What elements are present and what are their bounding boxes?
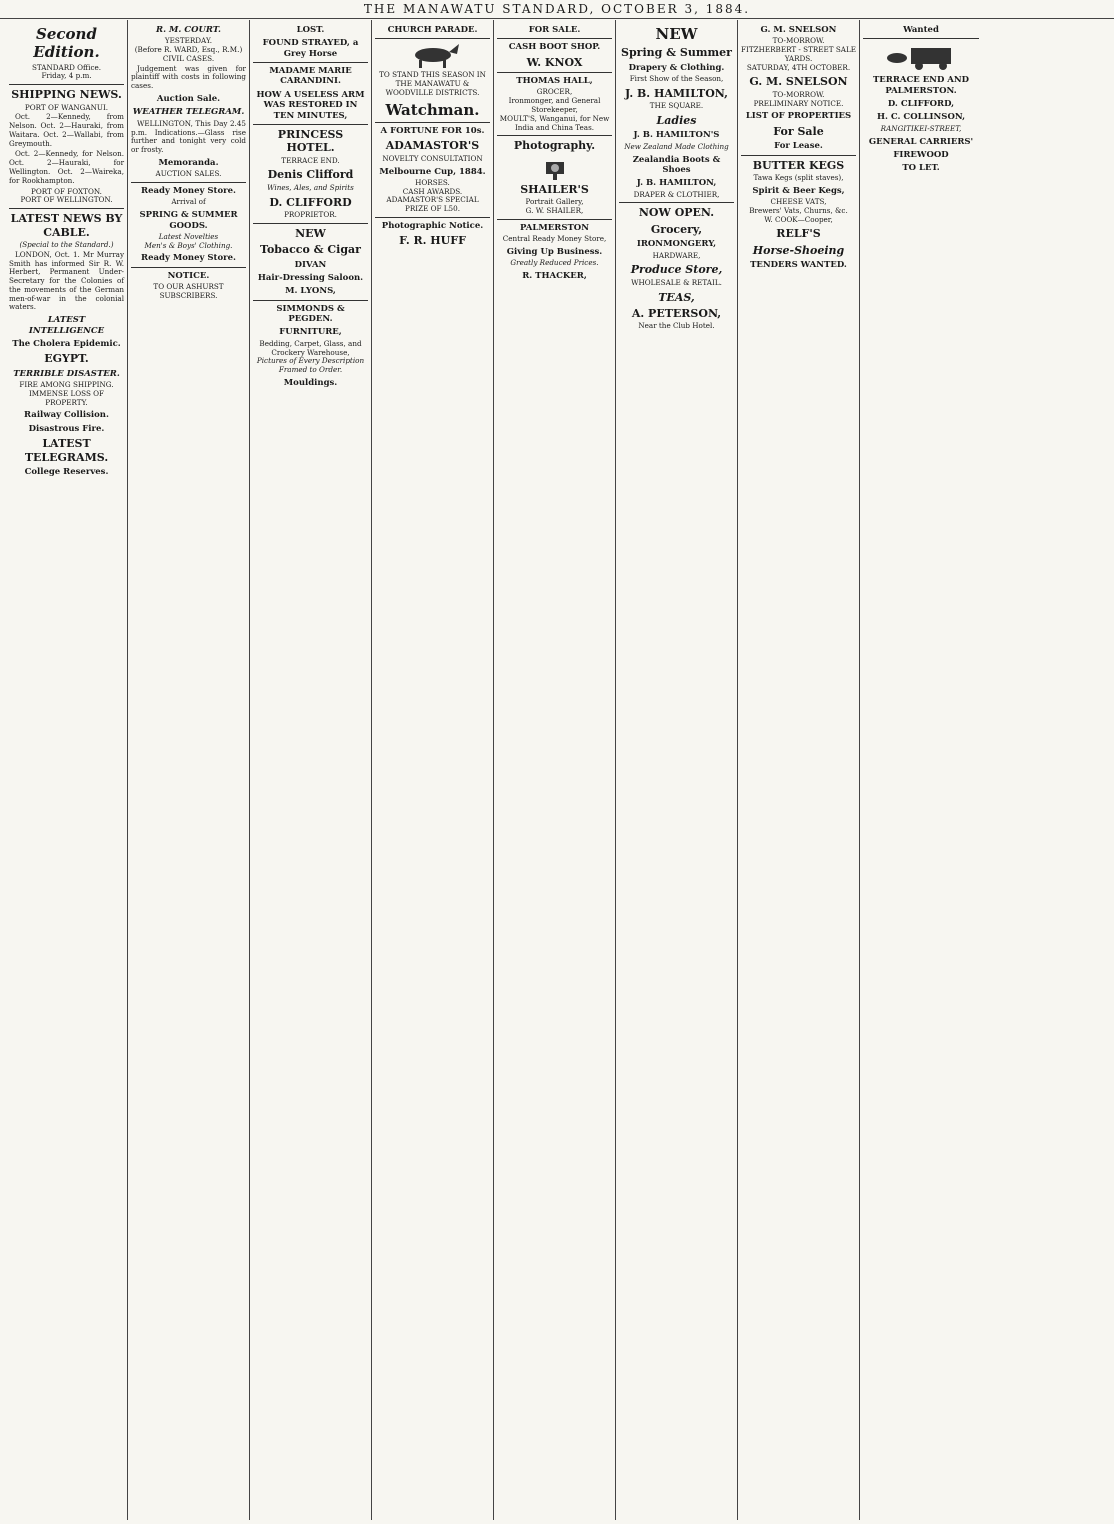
horse-shoeing: Horse-Shoeing	[752, 243, 845, 257]
stand-season: TO STAND THIS SEASON IN THE MANAWATU & WOODVILLE DISTRICTS.	[379, 70, 486, 97]
court-text: Judgement was given for plaintiff with costs in following cases.	[131, 63, 246, 91]
shailer: SHAILER'S	[520, 182, 589, 196]
edition-title: Second Edition.	[33, 25, 100, 62]
masthead: THE MANAWATU STANDARD, OCTOBER 3, 1884.	[0, 0, 1114, 19]
special: (Special to the Standard.)	[19, 239, 114, 249]
jb-hamilton-2: J. B. HAMILTON'S	[633, 130, 720, 141]
fortune: A FORTUNE FOR 10s.	[380, 126, 485, 136]
tenders: TENDERS WANTED.	[750, 260, 847, 271]
new-head: NEW	[655, 25, 698, 43]
before: (Before R. WARD, Esq., R.M.)	[134, 45, 243, 55]
bedding: Bedding, Carpet, Glass, and Crockery Warehouse,	[259, 338, 362, 357]
column-2	[128, 20, 250, 1520]
thomas-hall: THOMAS HALL,	[516, 76, 593, 87]
now-open: NOW OPEN.	[638, 206, 715, 220]
port-wanganui: PORT OF WANGANUI.	[24, 102, 109, 112]
columns	[6, 20, 1108, 1520]
list: LIST OF PROPERTIES	[745, 111, 852, 122]
shailer-2: G. W. SHAILER,	[525, 205, 584, 215]
produce: Produce Store,	[630, 263, 723, 277]
denis-clifford: Denis Clifford	[267, 168, 354, 182]
furniture: FURNITURE,	[279, 327, 342, 338]
camera-icon	[540, 156, 570, 180]
proprietor: PROPRIETOR.	[284, 210, 337, 220]
cheese: CHEESE VATS,	[770, 197, 827, 207]
hair: Hair-Dressing Saloon.	[257, 273, 364, 284]
for-lease: For Lease.	[774, 141, 823, 152]
prelim: PRELIMINARY NOTICE.	[753, 98, 844, 108]
grocer: GROCER,	[536, 87, 573, 97]
spirit: Spirit & Beer Kegs,	[752, 185, 845, 196]
coach-icon	[881, 42, 961, 72]
tomorrow-2: TO-MORROW.	[772, 89, 825, 99]
relf: RELF'S	[776, 227, 821, 241]
tomorrow: TO-MORROW.	[772, 36, 825, 46]
reduced: Greatly Reduced Prices.	[510, 258, 599, 268]
fire-shipping: FIRE AMONG SHIPPING.	[19, 380, 114, 390]
jb-hamilton: J. B. HAMILTON,	[624, 86, 728, 100]
huff: F. R. HUFF	[399, 234, 466, 248]
wholesale: WHOLESALE & RETAIL.	[631, 277, 722, 287]
cook: W. COOK—Cooper,	[764, 214, 833, 224]
thacker: R. THACKER,	[522, 271, 587, 282]
firewood: FIREWOOD	[893, 149, 949, 160]
disastrous-fire: Disastrous Fire.	[28, 423, 105, 434]
disaster: TERRIBLE DISASTER.	[13, 368, 120, 379]
college-reserves: College Reserves.	[24, 466, 109, 477]
wanted: Wanted	[903, 25, 939, 35]
lyons: M. LYONS,	[285, 286, 336, 297]
d-clifford: D. CLIFFORD	[269, 195, 352, 209]
church-parade: CHURCH PARADE.	[387, 25, 478, 35]
arrivals: Oct. 2—Kennedy, from Nelson. Oct. 2—Hauraki, from Waitara. Oct. 2—Wallabi, from Greymouth.	[9, 112, 124, 148]
first-show: First Show of the Season,	[629, 74, 724, 84]
special-prize: ADAMASTOR'S SPECIAL PRIZE OF L50.	[386, 195, 479, 214]
fitzherbert: FITZHERBERT - STREET SALE YARDS.	[741, 45, 856, 63]
novelties: Latest Novelties	[158, 231, 219, 241]
photography: Photography.	[513, 139, 596, 153]
weather-telegram: WEATHER TELEGRAM.	[132, 107, 245, 118]
melbourne-cup: Melbourne Cup, 1884.	[379, 166, 486, 177]
giving-up: Giving Up Business.	[506, 246, 603, 257]
column-6	[616, 20, 738, 1520]
lost: LOST.	[296, 25, 325, 35]
arrival: Arrival of	[171, 197, 206, 207]
notice: NOTICE.	[167, 270, 210, 281]
moult: MOULT'S, Wanganui, for New India and China Teas.	[499, 113, 610, 132]
yesterday: YESTERDAY.	[164, 36, 213, 46]
cable-head: LATEST NEWS BY CABLE.	[10, 212, 123, 239]
to-let: TO LET.	[902, 163, 940, 174]
ladies: Ladies	[656, 114, 697, 128]
found: FOUND STRAYED, a Grey Horse	[262, 38, 359, 59]
column-1	[6, 20, 128, 1520]
time: Friday, 4 p.m.	[41, 71, 92, 81]
central-store: Central Ready Money Store,	[502, 234, 607, 244]
zealandia-boots: Zealandia Boots & Shoes	[632, 154, 721, 175]
cable-text: LONDON, Oct. 1. Mr Murray Smith has informed Sir R. W. Herbert, Permanent Under-Secretary for the Colonies of the movements of the German men-of-war in the colonial waters.	[9, 249, 124, 312]
useless-arm: HOW A USELESS ARM WAS RESTORED IN TEN MINUTES,	[256, 89, 365, 121]
column-7	[738, 20, 860, 1520]
ashurst: TO OUR ASHURST SUBSCRIBERS.	[153, 282, 224, 300]
snelson-head: G. M. SNELSON	[760, 25, 837, 35]
photo-notice: Photographic Notice.	[381, 221, 484, 232]
egypt: EGYPT.	[44, 352, 89, 366]
novelty: NOVELTY CONSULTATION	[382, 153, 483, 163]
square: THE SQUARE.	[649, 101, 704, 111]
saturday: SATURDAY, 4TH OCTOBER.	[746, 62, 851, 72]
wines: Wines, Ales, and Spirits	[267, 182, 354, 192]
peterson: A. PETERSON,	[631, 306, 722, 320]
pictures: Pictures of Every Description Framed to Order.	[256, 356, 365, 375]
brewers: Brewers' Vats, Churns, &c.	[749, 205, 848, 215]
horses: HORSES.	[415, 177, 450, 187]
divan: DIVAN	[294, 259, 327, 270]
spring-summer: Spring & Summer	[621, 46, 732, 60]
tawa: Tawa Kegs (split staves),	[753, 172, 844, 182]
rm-court: R. M. COURT.	[156, 25, 221, 35]
immense-loss: IMMENSE LOSS OF PROPERTY.	[28, 388, 105, 407]
spring-summer: SPRING & SUMMER GOODS.	[139, 210, 238, 231]
column-4	[372, 20, 494, 1520]
butter-kegs: BUTTER KEGS	[752, 158, 845, 172]
memoranda: Memoranda.	[158, 157, 219, 168]
madame: MADAME MARIE CARANDINI.	[269, 66, 352, 87]
adamastor: ADAMASTOR'S	[385, 139, 480, 153]
cleared: Oct. 2—Kennedy, for Nelson. Oct. 2—Hauraki, for Wellington. Oct. 2—Waireka, for Rookhampton.	[9, 149, 124, 185]
ready-money-2: Ready Money Store.	[141, 253, 236, 264]
clothing: Men's & Boys' Clothing.	[144, 240, 233, 250]
column-3	[250, 20, 372, 1520]
column-8	[860, 20, 982, 1520]
column-5	[494, 20, 616, 1520]
carriers: GENERAL CARRIERS'	[868, 136, 974, 147]
portrait-gallery: Portrait Gallery,	[525, 197, 584, 207]
cholera: The Cholera Epidemic.	[12, 338, 121, 349]
cash-awards: CASH AWARDS.	[402, 186, 463, 196]
new: NEW	[295, 226, 326, 240]
for-sale: For Sale	[773, 124, 824, 138]
near-club: Near the Club Hotel.	[638, 321, 715, 331]
princess-hotel: PRINCESS HOTEL.	[277, 127, 344, 155]
port-foxton: PORT OF FOXTON.	[31, 186, 102, 196]
auction-sales: AUCTION SALES.	[155, 169, 222, 179]
horse-icon	[403, 42, 463, 68]
terrace-end: TERRACE END.	[281, 155, 340, 165]
for-sale: FOR SALE.	[528, 25, 581, 35]
latest-telegrams: LATEST TELEGRAMS.	[24, 437, 109, 464]
weather-text: WELLINGTON, This Day 2.45 p.m. Indications.—Glass rise further and tonight very cold or frosty.	[131, 118, 246, 155]
grocery: Grocery,	[650, 222, 703, 236]
office: STANDARD Office.	[31, 62, 102, 72]
gms: G. M. SNELSON	[749, 75, 848, 89]
simmonds: SIMMONDS & PEGDEN.	[276, 303, 345, 325]
hardware: HARDWARE,	[652, 250, 701, 260]
ironmongery: IRONMONGERY,	[636, 239, 717, 250]
teas: TEAS,	[658, 290, 695, 304]
tobacco: Tobacco & Cigar	[260, 243, 361, 257]
ironmonger: Ironmonger, and General Storekeeper,	[508, 96, 601, 115]
jb-hamilton-3: J. B. HAMILTON,	[636, 178, 717, 189]
latest-intel: LATEST INTELLIGENCE	[28, 315, 105, 336]
rangitikei: RANGITIKEI-STREET,	[880, 123, 962, 133]
draper: DRAPER & CLOTHIER,	[633, 189, 720, 199]
ready-money: Ready Money Store.	[141, 186, 236, 197]
port-wellington: PORT OF WELLINGTON.	[20, 195, 113, 205]
railway: Railway Collision.	[24, 410, 109, 421]
drapery: Drapery & Clothing.	[628, 62, 725, 73]
watchman: Watchman.	[385, 100, 480, 119]
mouldings: Mouldings.	[283, 377, 338, 388]
palmerston: PALMERSTON	[520, 222, 589, 233]
terrace: TERRACE END AND PALMERSTON.	[872, 75, 970, 96]
shipping-head: SHIPPING NEWS.	[11, 88, 122, 102]
d-clifford: D. CLIFFORD,	[887, 99, 955, 110]
cash-boot: CASH BOOT SHOP.	[508, 42, 601, 53]
auction-sale: Auction Sale.	[156, 94, 221, 105]
nz-clothing: New Zealand Made Clothing	[624, 141, 729, 151]
civil-cases: CIVIL CASES.	[162, 53, 215, 63]
knox: W. KNOX	[526, 55, 583, 69]
collinson: H. C. COLLINSON,	[876, 112, 966, 123]
